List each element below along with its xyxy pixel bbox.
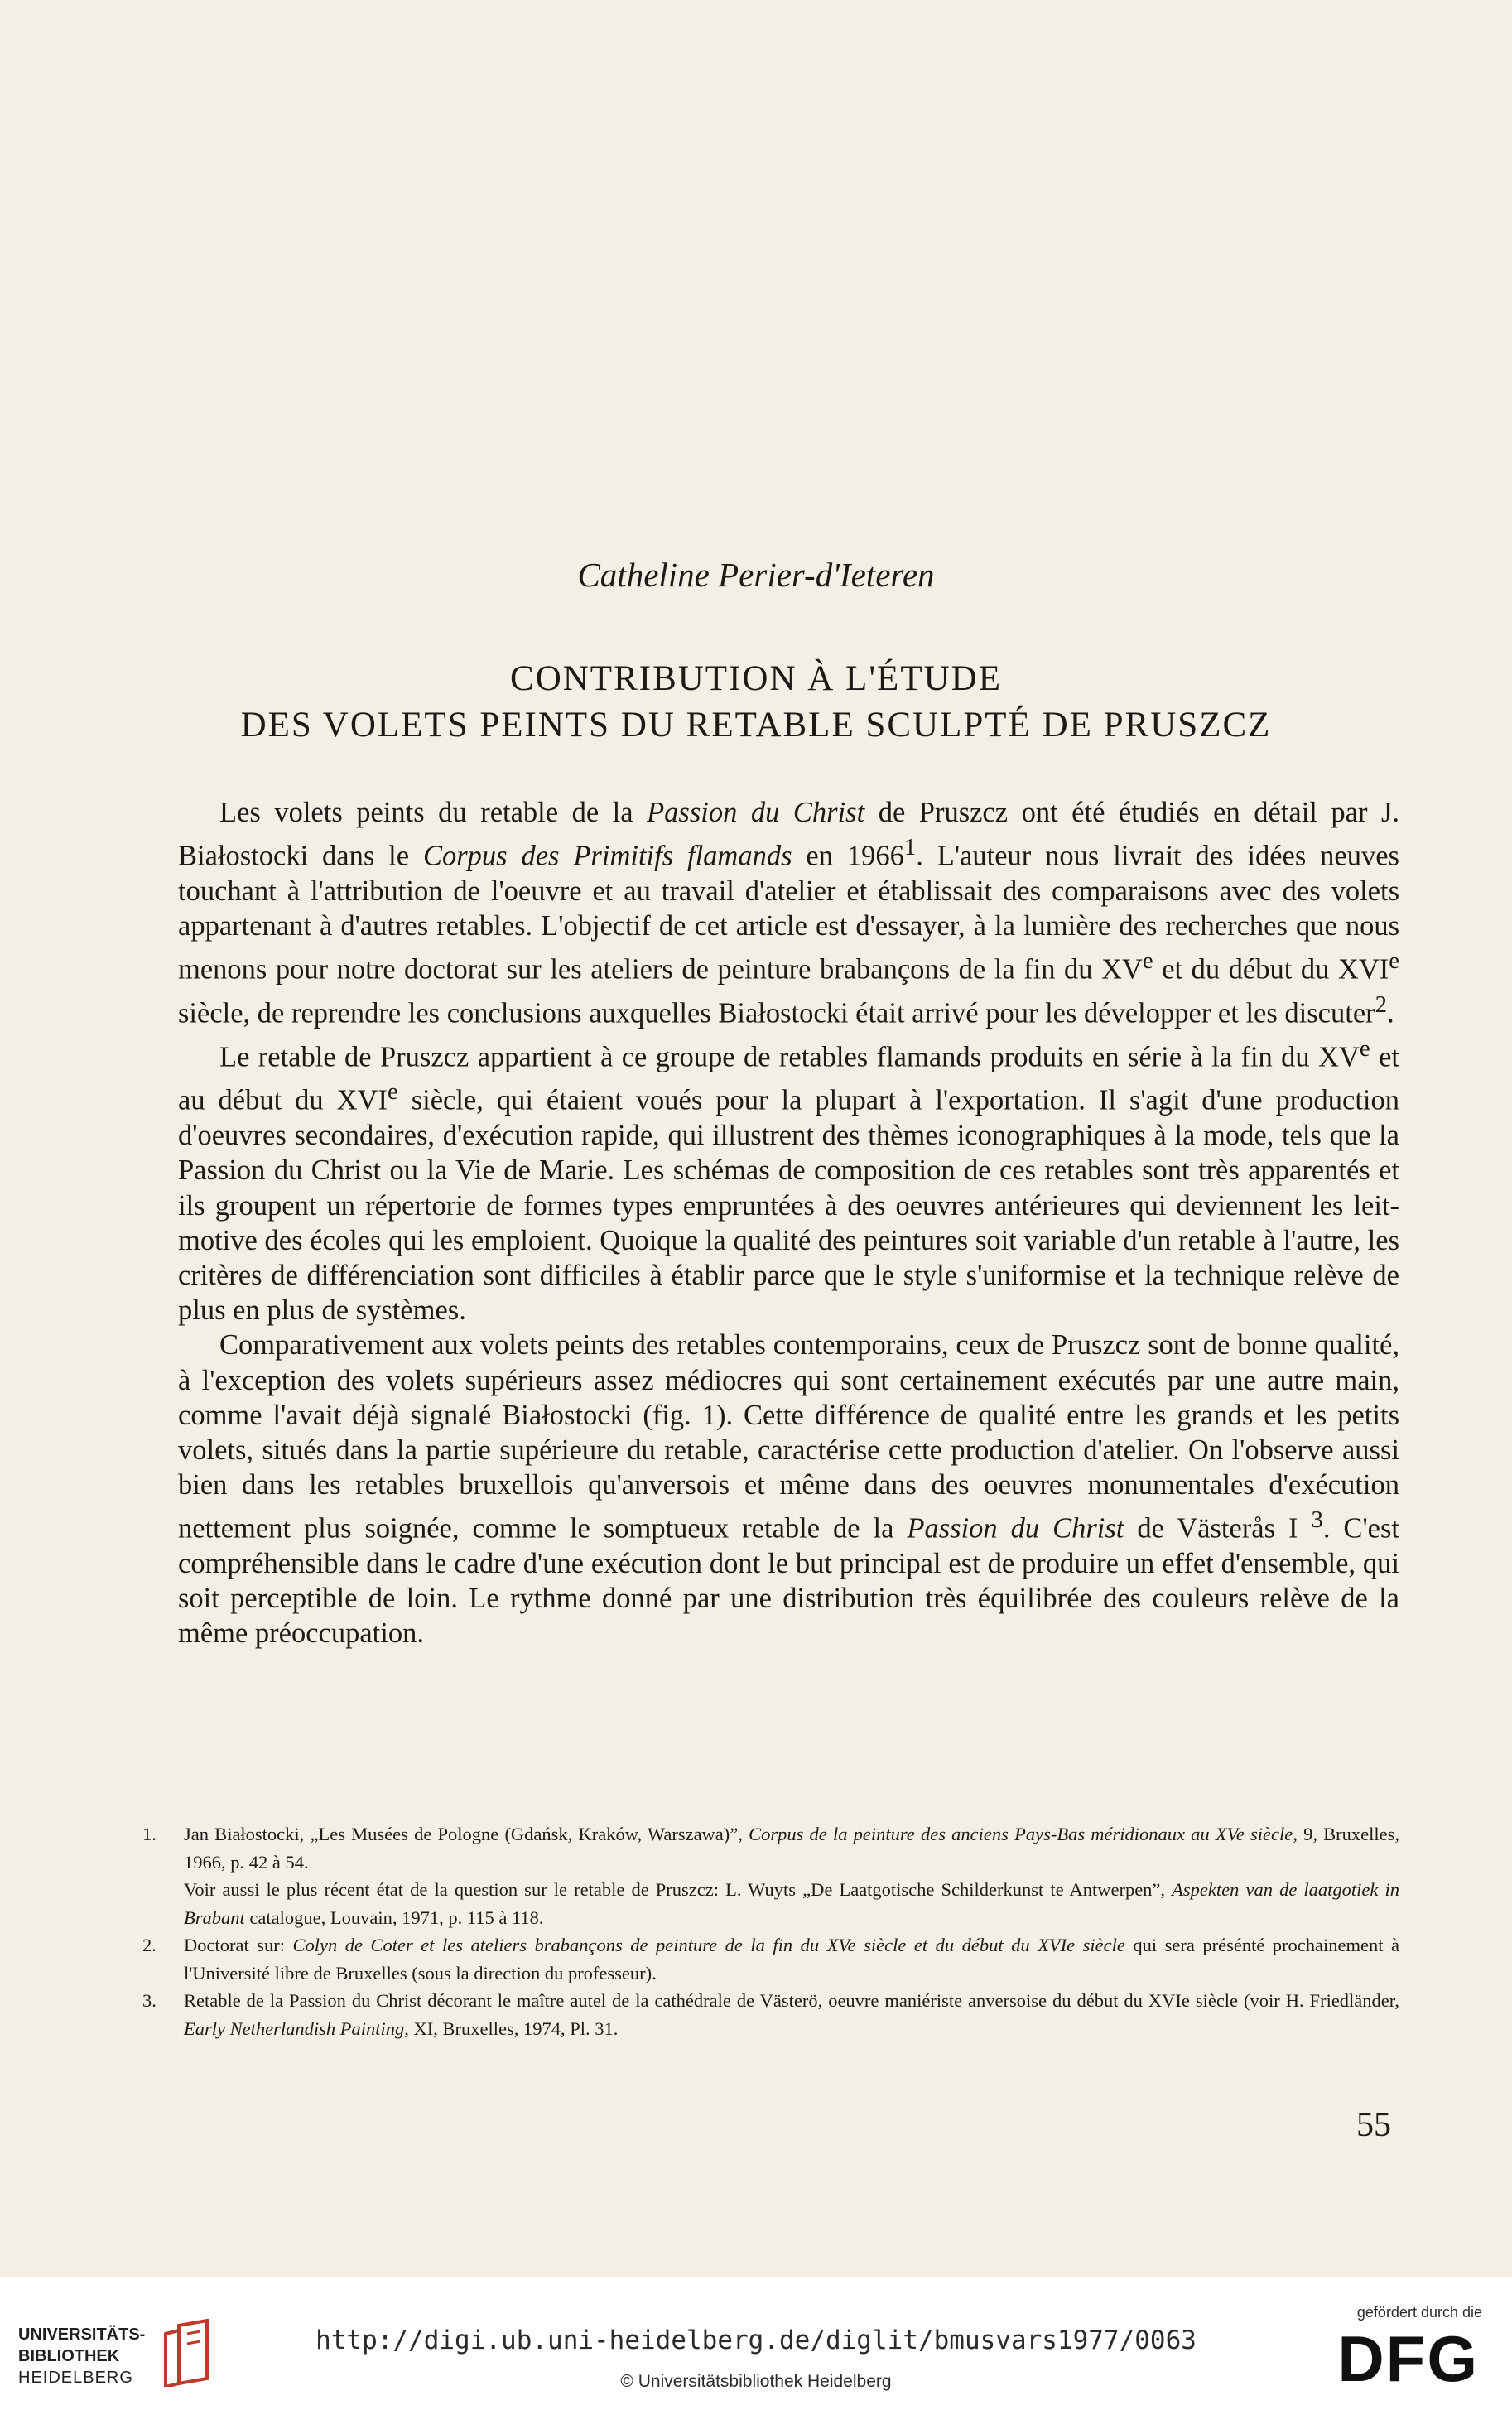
library-line-3: HEIDELBERG — [18, 2369, 133, 2387]
title-line-1: CONTRIBUTION À L'ÉTUDE — [510, 659, 1002, 698]
title-line-2: DES VOLETS PEINTS DU RETABLE SCULPTÉ DE PRUSZCZ — [240, 706, 1272, 745]
text-run: Doctorat sur: — [184, 1935, 293, 1955]
text-run: . L'auteur nous livrait des idées neuves touchant à l'attribution de l'oeuvre et au travail d'atelier et établissait des comparaisons avec des volets appartenant à d'autres retables. L'objectif de cet article est d'essayer, à la lumière des recherches que nous menons pour notre doctorat sur les ateliers de peinture brabançons de la fin du XV — [178, 840, 1399, 986]
copyright-notice: © Universitätsbibliothek Heidelberg — [620, 2372, 892, 2391]
article-title — [0, 656, 1512, 749]
italic-title: Early Netherlandish Painting — [184, 2017, 405, 2039]
text-run: . — [1387, 997, 1394, 1029]
funding-caption: gefördert durch die — [1356, 2304, 1482, 2321]
library-line-2: BIBLIOTHEK — [18, 2347, 120, 2365]
text-run: de Västerås I — [1124, 1512, 1312, 1545]
text-run: et du début du XVI — [1153, 953, 1389, 986]
text-run: Voir aussi le plus récent état de la question sur le retable de Pruszcz: L. Wuyts „De Laatgotische Schilderkunst te Antwerpen”, — [184, 1879, 1173, 1900]
footnote-1 — [142, 1820, 1399, 1931]
footnote-number: 2. — [142, 1935, 156, 1955]
italic-title: Corpus des Primitifs flamands — [422, 840, 792, 872]
article-body — [178, 795, 1399, 1651]
dfg-logo[interactable]: DFG — [1337, 2322, 1479, 2395]
permalink-url[interactable]: http://digi.ub.uni-heidelberg.de/diglit/bmusvars1977/0063 — [315, 2326, 1197, 2355]
text-run: Les volets peints du retable de la — [219, 797, 648, 828]
footnote-number: 3. — [142, 1990, 156, 2011]
superscript: e — [1389, 947, 1399, 975]
text-run: Comparativement aux volets peints des retables contemporains, ceux de Pruszcz sont de bonne qualité, à l'exception des volets supérieurs assez médiocres qui sont certainement exécutés par une autre main, comme l'avait déjà signalé Białostocki (fig. 1). Cette différence de qualité entre les grands et les petits volets, situés dans la partie supérieure du retable, caractérise cette production d'atelier. On l'observe aussi bien dans les retables bruxellois qu'anversois et même dans des oeuvres monumentales d'exécution nettement plus soignée, comme le somptueux retable de la — [178, 1329, 1399, 1545]
superscript: e — [1142, 947, 1153, 975]
italic-title: Passion du Christ — [647, 797, 865, 828]
text-run: de Pruszcz ont été étudiés en détail par J. Białostocki dans le — [178, 797, 1400, 872]
text-run: . C'est compréhensible dans le cadre d'une exécution dont le but principal est de produire un effet d'ensemble, qui soit perceptible de loin. Le rythme donné par une distribution très équilibrée des couleurs relève de la même préoccupation. — [178, 1512, 1399, 1650]
page-number: 55 — [1356, 2106, 1391, 2144]
italic-title: Corpus de la peinture des anciens Pays-Bas méridionaux au XVe siècle — [749, 1824, 1293, 1844]
superscript: e — [1359, 1034, 1370, 1062]
superscript: e — [387, 1078, 398, 1106]
text-run: et au début du XVI — [178, 1041, 1399, 1116]
footer-bar — [0, 2277, 1512, 2410]
footnotes — [142, 1820, 1399, 2042]
text-run: siècle, qui étaient voués pour la plupart à l'exportation. Il s'agit d'une production d'oeuvres secondaires, d'exécution rapide, qui illustrent des thèmes iconographiques à la mode, tels que la Passion du Christ ou la Vie de Marie. Les schémas de composition de ces retables sont très apparentés et ils groupent un répertorie de formes types empruntées à des oeuvres antérieures qui deviennent les leit-motive des écoles qui les emploient. Quoique la qualité des peintures soit variable d'un retable à l'autre, les critères de différenciation sont difficiles à établir parce que le style s'uniformise et la technique relève de plus en plus de systèmes. — [178, 1084, 1399, 1327]
paragraph-1 — [178, 795, 1399, 1031]
footnote-number: 1. — [142, 1824, 156, 1844]
italic-title: Colyn de Coter et les ateliers brabançons de peinture de la fin du XVe siècle et du début du XVIe siècle — [292, 1935, 1125, 1955]
text-run: en 1966 — [792, 840, 904, 872]
text-run: catalogue, Louvain, 1971, p. 115 à 118. — [244, 1906, 544, 1928]
text-run: Retable de la Passion du Christ décorant le maître autel de la cathédrale de Västerö, oeuvre maniériste anversoise du début du XVIe siècle (voir H. Friedländer, — [184, 1990, 1399, 2011]
library-line-1: UNIVERSITÄTS- — [18, 2326, 146, 2344]
paragraph-2 — [178, 1031, 1399, 1328]
text-run: qui sera présénté prochainement à l'Université libre de Bruxelles (sous la direction du professeur). — [184, 1935, 1399, 1983]
footnote-3 — [142, 1987, 1399, 2042]
text-run: siècle, de reprendre les conclusions auxquelles Białostocki était arrivé pour les développer et les discuter — [178, 997, 1375, 1029]
text-run: , 9, Bruxelles, 1966, p. 42 à 54. — [184, 1824, 1399, 1873]
paragraph-3 — [178, 1328, 1399, 1651]
footnote-2 — [142, 1931, 1399, 1987]
text-run: Le retable de Pruszcz appartient à ce groupe de retables flamands produits en série à la fin du XV — [219, 1041, 1360, 1073]
italic-title: Passion du Christ — [907, 1512, 1124, 1545]
author-name: Catheline Perier-d'Ieteren — [577, 556, 935, 594]
footnote-ref: 2 — [1375, 991, 1387, 1019]
italic-title: Aspekten van de laatgotiek in Brabant — [184, 1879, 1399, 1928]
text-run: Jan Białostocki, „Les Musées de Pologne (Gdańsk, Kraków, Warszawa)”, — [184, 1824, 749, 1844]
footnote-ref: 3 — [1311, 1506, 1323, 1534]
text-run: , XI, Bruxelles, 1974, Pl. 31. — [404, 2017, 619, 2039]
footnote-ref: 1 — [903, 834, 917, 861]
